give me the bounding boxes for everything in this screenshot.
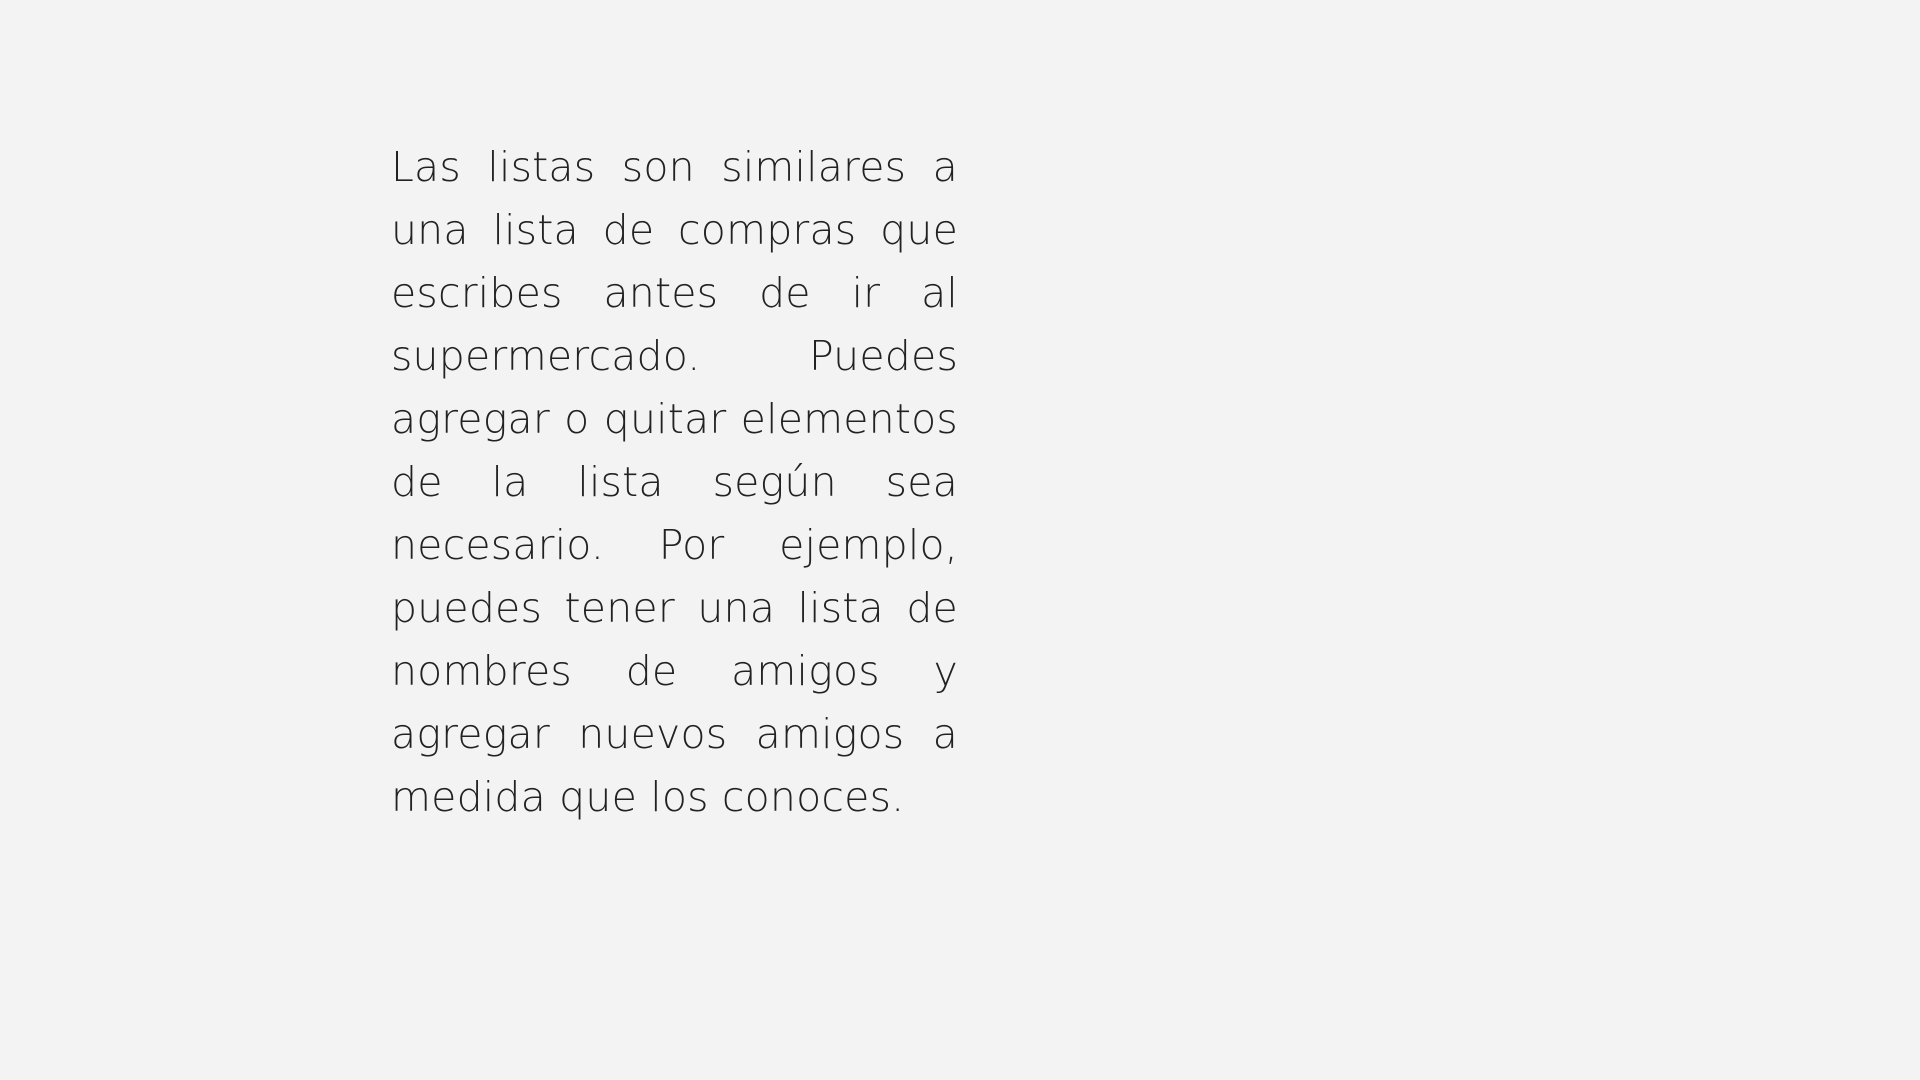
body-paragraph: Las listas son similares a una lista de compras que escribes antes de ir al supermercado. Puedes agregar o quitar elementos de la lista según sea necesario. Por ejemplo, puedes tener una lista de nombres de amigos y agregar nuevos amigos a medida que los conoces. — [391, 143, 958, 821]
